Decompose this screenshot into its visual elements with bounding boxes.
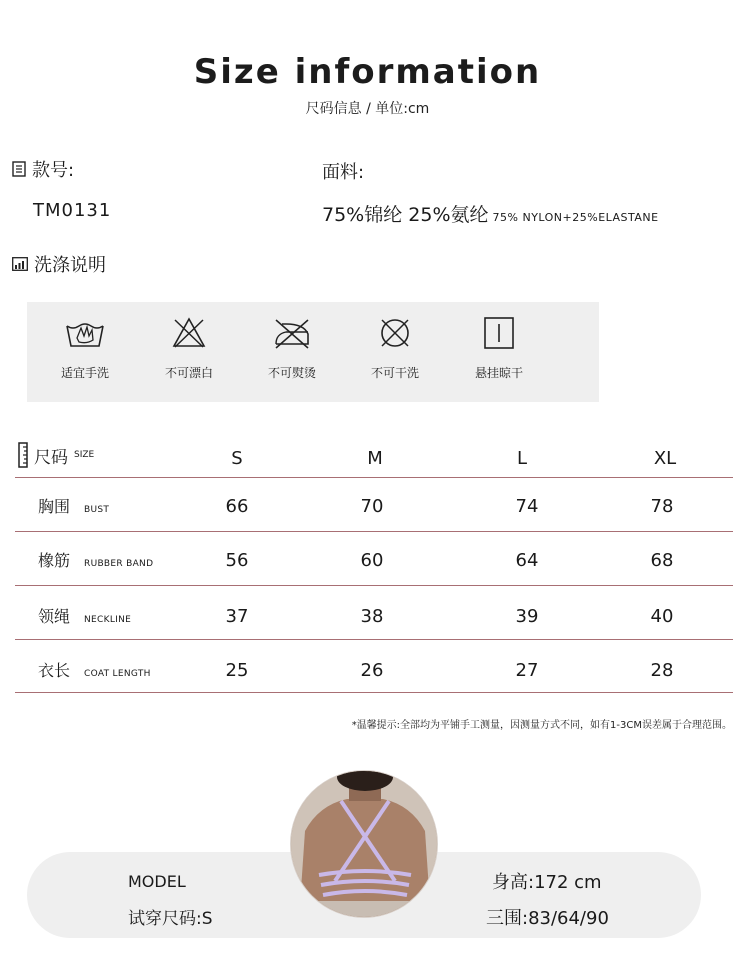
- page-title: Size information: [193, 52, 542, 92]
- table-divider: [15, 692, 733, 693]
- table-cell: 68: [650, 550, 674, 571]
- column-header-s: S: [231, 448, 243, 469]
- care-item-label: 不可熨烫: [267, 366, 316, 380]
- bar-chart-icon: [12, 257, 28, 271]
- table-row-neckline: [0, 590, 750, 644]
- column-header-xl: XL: [653, 448, 677, 469]
- care-item-hand-wash: [33, 316, 137, 381]
- table-cell: 66: [225, 496, 249, 517]
- care-item-label: 不可干洗: [370, 366, 419, 380]
- fabric-value: [322, 200, 659, 227]
- table-cell: 37: [225, 606, 249, 627]
- no-iron-icon: [270, 316, 314, 350]
- table-cell: 40: [650, 606, 674, 627]
- table-row-rubber-band: [0, 534, 750, 588]
- measurement-note: *温馨提示:全部均为平铺手工测量，因测量方式不同，如有1-3CM误差属于合理范围。: [351, 720, 732, 731]
- table-cell: 28: [650, 660, 674, 681]
- care-item-hang-dry: [447, 316, 551, 381]
- table-cell: 38: [360, 606, 384, 627]
- style-number-value: TM0131: [33, 200, 112, 221]
- model-label: MODEL: [128, 872, 186, 891]
- care-item-no-iron: [240, 316, 344, 381]
- table-divider: [15, 585, 733, 586]
- row-label: 橡筋 RUBBER BAND: [38, 551, 154, 570]
- care-item-no-bleach: [137, 316, 241, 381]
- table-cell: 78: [650, 496, 674, 517]
- size-table-header: [0, 436, 750, 476]
- row-label: 胸围 BUST: [38, 497, 110, 516]
- care-symbols-panel: [27, 302, 599, 402]
- table-cell: 70: [360, 496, 384, 517]
- table-cell: 64: [515, 550, 539, 571]
- table-cell: 39: [515, 606, 539, 627]
- size-label-en: SIZE: [74, 450, 95, 460]
- table-cell: 74: [515, 496, 539, 517]
- model-size: 试穿尺码:S: [128, 909, 213, 929]
- care-item-label: 适宜手洗: [60, 366, 109, 380]
- care-label: [12, 251, 106, 277]
- model-photo: [290, 770, 438, 918]
- table-cell: 60: [360, 550, 384, 571]
- care-item-label: 悬挂晾干: [474, 366, 523, 380]
- column-header-l: L: [516, 448, 528, 469]
- table-divider: [15, 477, 733, 478]
- hand-wash-icon: [63, 316, 107, 350]
- table-cell: 56: [225, 550, 249, 571]
- table-cell: 26: [360, 660, 384, 681]
- style-number-label: [12, 156, 74, 182]
- table-cell: 25: [225, 660, 249, 681]
- table-row-coat-length: [0, 644, 750, 698]
- no-bleach-icon: [167, 316, 211, 350]
- row-label: 领绳 NECKLINE: [38, 607, 132, 626]
- ruler-icon: [18, 442, 28, 468]
- size-label-cn: 尺码: [34, 447, 68, 468]
- fabric-value-en: 75% NYLON+25%ELASTANE: [492, 211, 659, 224]
- hang-dry-icon: [477, 316, 521, 350]
- table-cell: 27: [515, 660, 539, 681]
- model-back-illustration: [291, 771, 438, 918]
- style-label-text: 款号:: [32, 160, 75, 181]
- document-icon: [12, 161, 26, 177]
- page-subtitle: 尺码信息 / 单位:cm: [305, 101, 430, 117]
- care-label-text: 洗涤说明: [34, 255, 106, 276]
- column-header-m: M: [367, 448, 383, 469]
- table-divider: [15, 531, 733, 532]
- table-divider: [15, 639, 733, 640]
- fabric-label: 面料:: [322, 162, 365, 183]
- size-label: [18, 442, 94, 468]
- care-item-no-dry-clean: [343, 316, 447, 381]
- row-label: 衣长 COAT LENGTH: [38, 661, 151, 680]
- model-height: 身高:172 cm: [492, 872, 602, 893]
- care-item-label: 不可漂白: [164, 366, 213, 380]
- no-dry-clean-icon: [373, 316, 417, 350]
- model-measurements: 三围:83/64/90: [486, 908, 609, 929]
- fabric-value-cn: 75%锦纶 25%氨纶: [322, 204, 489, 226]
- table-row-bust: [0, 480, 750, 534]
